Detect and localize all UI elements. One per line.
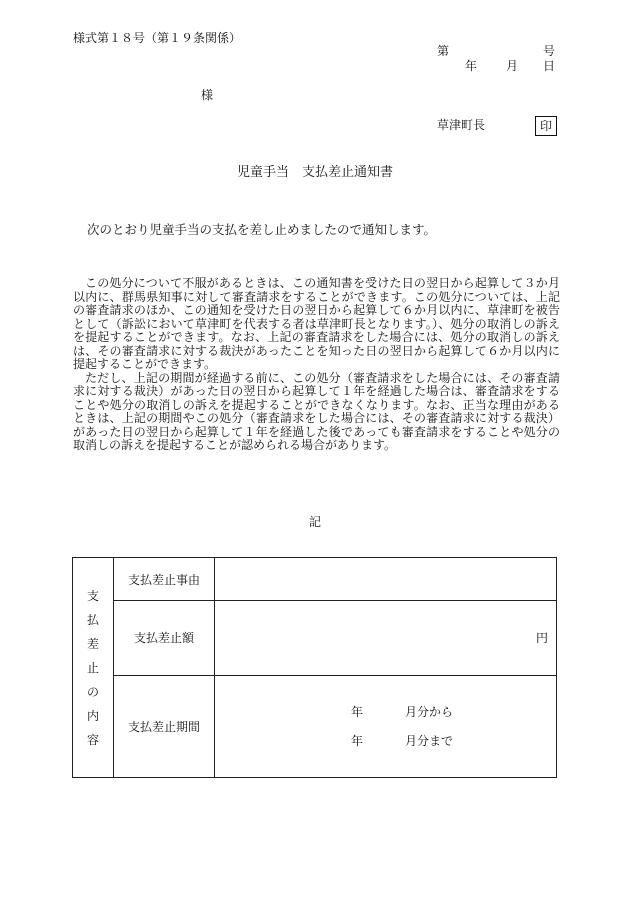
appeal-paragraph-1: この処分について不服があるときは、この通知書を受けた日の翌日から起算して３か月以内に、群馬県知事に対して審査請求をすることができます。この処分については、上記の審査請求のほか、この通知を受けた日の翌日から起算して６か月以内に、草津町を被告として（訴訟において草津町を代表する者は草津町長となります。）、処分の取消しの訴えを提起することができます。なお、上記の審査請求をした場合には、処分の取消しの訴えは、その審査請求に対する裁決があったことを知った日の翌日から起算して６か月以内に提起することができます。 (73, 276, 560, 371)
period-from-year: 年 (351, 704, 364, 719)
amount-label: 支払差止額 (114, 601, 215, 675)
period-to-month: 月分まで (405, 733, 454, 748)
period-value-field[interactable] (215, 675, 557, 777)
addressee-honorific: 様 (201, 88, 214, 102)
group-label-char: 払 (86, 612, 99, 627)
group-label-char: 差 (86, 636, 99, 651)
group-label-vertical (73, 558, 114, 778)
appeal-paragraph-2: ただし、上記の期間が経過する前に、この処分（審査請求をした場合には、その審査請求に対する裁決）があった日の翌日から起算して１年を経過した場合は、審査請求をすることや処分の取消しの訴えを提起することができなくなります。なお、正当な理由があるときは、上記の期間やこの処分（審査請求をした場合には、その審査請求に対する裁決）があった日の翌日から起算して１年を経過した後であっても審査請求をすることや処分の取消しの訴えを提起することが認められる場合があります。 (73, 370, 560, 452)
issuer-name: 草津町長 (437, 118, 486, 132)
period-to-year: 年 (351, 733, 364, 748)
period-label: 支払差止期間 (114, 675, 215, 777)
date-month-label: 月 (506, 59, 519, 73)
group-label-char: の (86, 684, 99, 699)
group-label-char: 支 (86, 588, 99, 603)
document-number-prefix: 第 (437, 44, 450, 58)
reason-label: 支払差止事由 (114, 558, 215, 601)
appeal-notice (73, 277, 560, 453)
group-label-char: 内 (86, 708, 99, 723)
period-from-month: 月分から (405, 704, 454, 719)
group-label-char: 容 (86, 732, 99, 747)
document-title: 児童手当 支払差止通知書 (236, 165, 393, 180)
intro-sentence: 次のとおり児童手当の支払を差し止めましたので通知します。 (87, 222, 437, 237)
date-day-label: 日 (543, 59, 556, 73)
table-row-period (73, 675, 557, 777)
table-row-amount (73, 601, 557, 675)
suspension-details-table (72, 557, 557, 778)
seal-box: 印 (535, 116, 557, 136)
table-row-reason (73, 558, 557, 601)
form-number: 様式第１８号（第１９条関係） (73, 31, 242, 45)
date-year-label: 年 (465, 59, 478, 73)
ki-heading: 記 (308, 515, 321, 529)
group-label-char: 止 (86, 660, 99, 675)
reason-value-field[interactable] (215, 558, 557, 601)
amount-value-field[interactable] (215, 601, 557, 675)
document-number-suffix: 号 (543, 44, 556, 58)
yen-unit: 円 (535, 630, 548, 645)
